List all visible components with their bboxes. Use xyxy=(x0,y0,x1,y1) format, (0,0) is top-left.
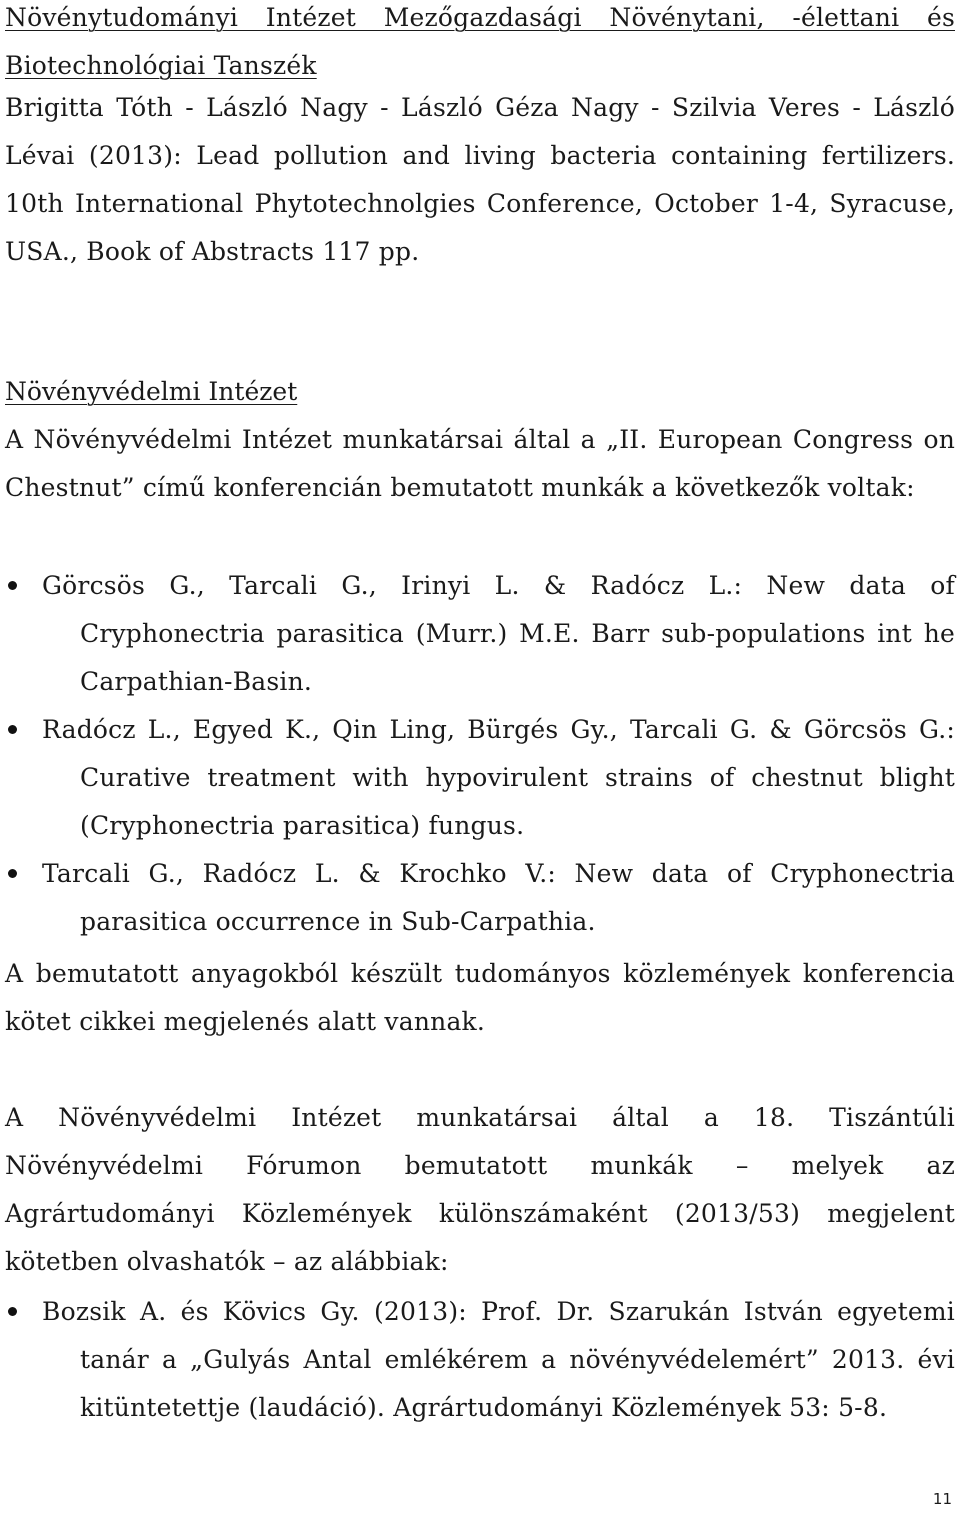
list-item xyxy=(5,706,955,850)
list-item-text: Bozsik A. és Kövics Gy. (2013): Prof. Dr. Szarukán István egyetemi tanár a „Gulyás Antal emlékérem a növényvédelemért” 2013. évi kitüntetettje (laudáció). Agrártudományi Közlemények 53: 5-8. xyxy=(42,1297,955,1422)
page-number: 11 xyxy=(932,1490,952,1508)
list-item xyxy=(5,850,955,946)
list-item-text: Tarcali G., Radócz L. & Krochko V.: New data of Cryphonectria parasitica occurrence in Sub-Carpathia. xyxy=(42,859,955,936)
list-item xyxy=(5,1288,955,1432)
forum-intro-paragraph: A Növényvédelmi Intézet munkatársai által a 18. Tiszántúli Növényvédelmi Fórumon bemutatott munkák – melyek az Agrártudományi Közlemények különszámaként (2013/53) megjelent kötetben olvashatók – az alábbiak: xyxy=(5,1103,955,1276)
bullet-icon xyxy=(8,725,17,734)
list-item xyxy=(5,562,955,706)
publications-note-paragraph: A bemutatott anyagokból készült tudományos közlemények konferencia kötet cikkei megjelenés alatt vannak. xyxy=(5,959,955,1036)
congress-works-list xyxy=(5,562,955,946)
institute-heading-plant-protection: Növényvédelmi Intézet xyxy=(5,377,298,406)
bullet-icon xyxy=(8,869,17,878)
citation-paragraph: Brigitta Tóth - László Nagy - László Géza Nagy - Szilvia Veres - László Lévai (2013): Lead pollution and living bacteria containing fertilizers. 10th International Phytotechnolgies Conference, October 1-4, Syracuse, USA., Book of Abstracts 117 pp. xyxy=(5,93,955,266)
bullet-icon xyxy=(8,581,17,590)
bullet-icon xyxy=(8,1307,17,1316)
institute-heading-plant-science xyxy=(5,0,955,90)
list-item-text: Radócz L., Egyed K., Qin Ling, Bürgés Gy., Tarcali G. & Görcsös G.: Curative treatment with hypovirulent strains of chestnut blight (Cryphonectria parasitica) fungus. xyxy=(42,715,955,840)
congress-intro-paragraph: A Növényvédelmi Intézet munkatársai által a „II. European Congress on Chestnut” című konferencián bemutatott munkák a következők voltak: xyxy=(5,425,955,502)
institute-heading-text: Növénytudományi Intézet Mezőgazdasági Növénytani, -élettani és Biotechnológiai Tanszék xyxy=(5,3,955,80)
list-item-text: Görcsös G., Tarcali G., Irinyi L. & Radócz L.: New data of Cryphonectria parasitica (Murr.) M.E. Barr sub-populations int he Carpathian-Basin. xyxy=(42,571,955,696)
forum-works-list xyxy=(5,1288,955,1432)
